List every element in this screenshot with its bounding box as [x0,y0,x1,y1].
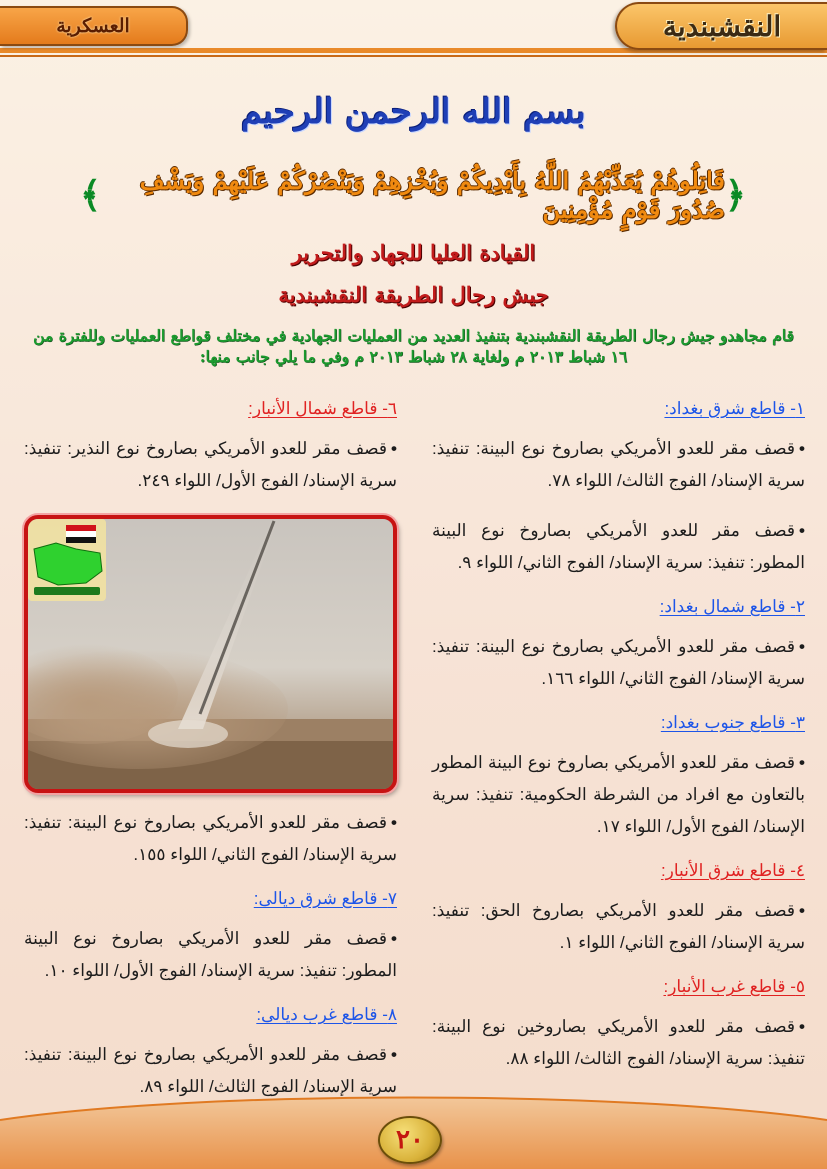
bullet-icon: • [391,813,397,832]
quran-verse [80,166,746,224]
intro-paragraph: قام مجاهدو جيش رجال الطريقة النقشبندية بتنفيذ العديد من العمليات الجهادية في مختلف قواطع العمليات وللفترة من ١٦ شباط ٢٠١٣ م ولغاية ٢٨ شباط ٢٠١٣ م وفي ما يلي جانب منها: [33,326,794,366]
bullet-icon: • [391,439,397,458]
section-title-west-diyala: ٨- قاطع غرب ديالى: [256,1005,397,1024]
section-title-east-anbar: ٤- قاطع شرق الأنبار: [660,861,805,880]
naqshbandi-logo-icon [28,519,106,601]
header-rule-secondary [0,55,827,57]
section-tab-naqshbandi-label: النقشبندية [662,9,782,43]
item-text: قصف مقر للعدو الأمريكي بصاروخ نوع البينة المطور بالتعاون مع افراد من الشرطة الحكومية: تنفيذ: سرية الإسناد/ الفوج الأول/ اللواء ١٧. [432,753,805,836]
section-title-south-baghdad: ٣- قاطع جنوب بغداد: [660,713,805,732]
item-text: قصف مقر للعدو الأمريكي بصاروخ نوع البينة المطور: تنفيذ: سرية الإسناد/ الفوج الثاني/ اللواء ٩. [432,521,805,572]
list-item [432,747,805,843]
column-right [432,395,805,1093]
verse-text: قَاتِلُوهُمْ يُعَذِّبْهُمُ اللَّهُ بِأَيْدِيكُمْ وَيُخْزِهِمْ وَيَنْصُرْكُمْ عَلَيْهِمْ وَيَشْفِ صُدُورَ قَوْمٍ مُؤْمِنِينَ [139,166,725,224]
bullet-icon: • [391,1045,397,1064]
item-text: قصف مقر للعدو الأمريكي بصاروخ الحق: تنفيذ: سرية الإسناد/ الفوج الثاني/ اللواء ١. [432,901,805,952]
list-item [432,895,805,959]
section-title-east-diyala: ٧- قاطع شرق ديالى: [253,889,397,908]
rocket-launch-photo [24,515,397,793]
list-item [432,1011,805,1075]
bullet-icon: • [799,753,805,772]
item-text: قصف مقر للعدو الأمريكي بصاروخ نوع البينة: تنفيذ: سرية الإسناد/ الفوج الثالث/ اللواء ٨٩. [24,1045,397,1096]
section-tab-military [0,6,188,46]
bullet-icon: • [799,521,805,540]
bullet-icon: • [799,439,805,458]
section-title-north-anbar: ٦- قاطع شمال الأنبار: [248,399,397,418]
org-heading-army: جيش رجال الطريقة النقشبندية [278,282,549,307]
section-title-west-anbar: ٥- قاطع غرب الأنبار: [663,977,805,996]
item-text: قصف مقر للعدو الأمريكي بصاروخ نوع البينة المطور: تنفيذ: سرية الإسناد/ الفوج الأول/ اللواء ١٠. [24,929,397,980]
section-tab-military-label: العسكرية [56,15,130,37]
verse-open-bracket: ﴿ [724,174,746,216]
list-item [24,923,397,987]
bullet-icon: • [391,929,397,948]
bullet-icon: • [799,901,805,920]
basmala-calligraphy: بسم الله الرحمن الرحيم [241,92,586,132]
section-tab-naqshbandi [615,2,827,50]
item-text: قصف مقر للعدو الأمريكي بصاروخين نوع البينة: تنفيذ: سرية الإسناد/ الفوج الثالث/ اللواء ٨٨. [432,1017,805,1068]
org-heading-command: القيادة العليا للجهاد والتحرير [291,240,536,265]
item-text: قصف مقر للعدو الأمريكي بصاروخ نوع البينة: تنفيذ: سرية الإسناد/ الفوج الثاني/ اللواء ١٥٥. [24,813,397,864]
list-item [432,631,805,695]
list-item [432,515,805,579]
bullet-icon: • [799,1017,805,1036]
list-item [24,433,397,497]
item-text: قصف مقر للعدو الأمريكي بصاروخ نوع النذير: تنفيذ: سرية الإسناد/ الفوج الأول/ اللواء ٢٤٩. [24,439,397,490]
item-text: قصف مقر للعدو الأمريكي بصاروخ نوع البينة: تنفيذ: سرية الإسناد/ الفوج الثالث/ اللواء ٧٨. [432,439,805,490]
column-left [24,395,397,1121]
item-text: قصف مقر للعدو الأمريكي بصاروخ نوع البينة: تنفيذ: سرية الإسناد/ الفوج الثاني/ اللواء ١٦٦. [432,637,805,688]
section-title-east-baghdad: ١- قاطع شرق بغداد: [664,399,805,418]
list-item [24,807,397,871]
page-number: ٢٠ [378,1116,442,1164]
section-title-north-baghdad: ٢- قاطع شمال بغداد: [659,597,805,616]
list-item [432,433,805,497]
bullet-icon: • [799,637,805,656]
verse-close-bracket: ﴾ [80,174,102,216]
